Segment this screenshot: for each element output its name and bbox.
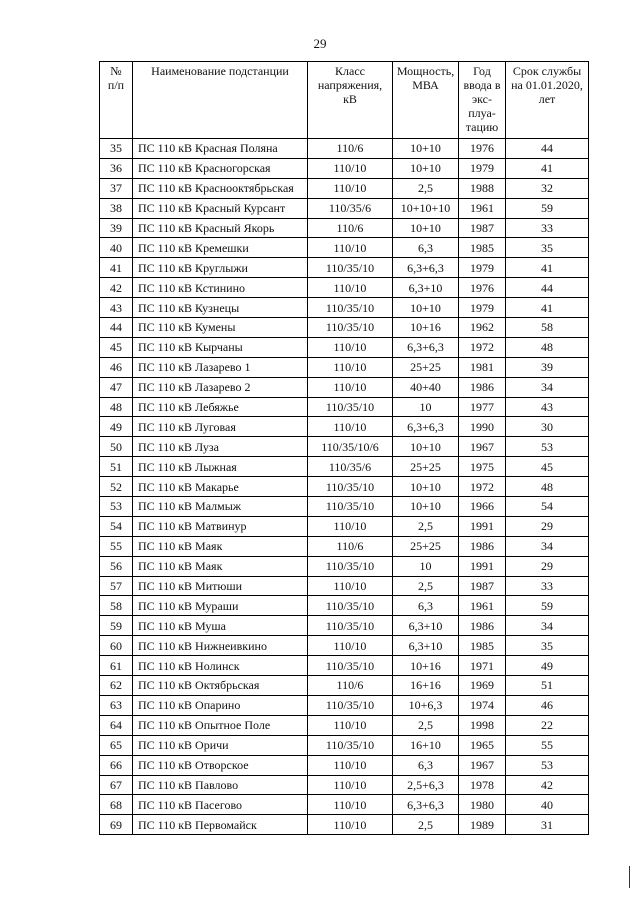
cell-voltage-class: 110/35/10 xyxy=(308,735,393,755)
cell-number: 53 xyxy=(100,497,133,517)
cell-substation-name: ПС 110 кВ Нолинск xyxy=(133,656,308,676)
cell-substation-name: ПС 110 кВ Круглыжи xyxy=(133,258,308,278)
header-line: Наименование подстанции xyxy=(151,64,289,78)
cell-capacity: 10+10 xyxy=(393,139,459,159)
cell-commission-year: 1991 xyxy=(459,556,506,576)
cell-commission-year: 1985 xyxy=(459,636,506,656)
cell-number: 68 xyxy=(100,795,133,815)
cell-commission-year: 1971 xyxy=(459,656,506,676)
cell-substation-name: ПС 110 кВ Лебяжье xyxy=(133,397,308,417)
header-line: на 01.01.2020, xyxy=(511,78,583,92)
cell-capacity: 2,5 xyxy=(393,178,459,198)
cell-commission-year: 1988 xyxy=(459,178,506,198)
cell-service-life: 44 xyxy=(506,278,589,298)
header-line: экс- xyxy=(471,92,492,106)
cell-service-life: 44 xyxy=(506,139,589,159)
table-row xyxy=(100,636,589,656)
header-line: тацию xyxy=(465,120,499,134)
cell-voltage-class: 110/35/10 xyxy=(308,477,393,497)
cell-substation-name: ПС 110 кВ Оричи xyxy=(133,735,308,755)
cell-commission-year: 1969 xyxy=(459,676,506,696)
cell-voltage-class: 110/10 xyxy=(308,278,393,298)
cell-capacity: 6,3+6,3 xyxy=(393,337,459,357)
header-commission-year xyxy=(459,62,506,139)
cell-service-life: 45 xyxy=(506,457,589,477)
table-row xyxy=(100,715,589,735)
table-row xyxy=(100,238,589,258)
cell-commission-year: 1975 xyxy=(459,457,506,477)
cell-substation-name: ПС 110 кВ Муша xyxy=(133,616,308,636)
cell-substation-name: ПС 110 кВ Матвинур xyxy=(133,516,308,536)
cell-capacity: 10+6,3 xyxy=(393,695,459,715)
cell-capacity: 25+25 xyxy=(393,457,459,477)
table-row xyxy=(100,417,589,437)
table-row xyxy=(100,357,589,377)
cell-service-life: 53 xyxy=(506,755,589,775)
table-row xyxy=(100,337,589,357)
header-line: № xyxy=(110,64,122,78)
table-row xyxy=(100,437,589,457)
cell-service-life: 30 xyxy=(506,417,589,437)
header-line: п/п xyxy=(107,78,125,92)
cell-commission-year: 1961 xyxy=(459,198,506,218)
cell-capacity: 2,5 xyxy=(393,815,459,835)
cell-commission-year: 1965 xyxy=(459,735,506,755)
cell-number: 43 xyxy=(100,298,133,318)
table-row xyxy=(100,397,589,417)
cell-substation-name: ПС 110 кВ Отворское xyxy=(133,755,308,775)
table-row xyxy=(100,735,589,755)
cell-service-life: 41 xyxy=(506,158,589,178)
cell-number: 46 xyxy=(100,357,133,377)
header-line: кВ xyxy=(343,92,357,106)
cell-commission-year: 1979 xyxy=(459,298,506,318)
cell-voltage-class: 110/35/10 xyxy=(308,298,393,318)
table-row xyxy=(100,318,589,338)
cell-service-life: 43 xyxy=(506,397,589,417)
cell-voltage-class: 110/35/10 xyxy=(308,656,393,676)
cell-service-life: 48 xyxy=(506,477,589,497)
cell-capacity: 25+25 xyxy=(393,536,459,556)
header-voltage-class xyxy=(308,62,393,139)
cell-substation-name: ПС 110 кВ Кузнецы xyxy=(133,298,308,318)
cell-capacity: 10+10 xyxy=(393,497,459,517)
cell-substation-name: ПС 110 кВ Луза xyxy=(133,437,308,457)
cell-capacity: 6,3+6,3 xyxy=(393,795,459,815)
cell-service-life: 58 xyxy=(506,318,589,338)
cell-capacity: 10+10+10 xyxy=(393,198,459,218)
cell-service-life: 55 xyxy=(506,735,589,755)
table-row xyxy=(100,278,589,298)
header-line: Срок службы xyxy=(512,64,582,78)
cell-service-life: 49 xyxy=(506,656,589,676)
cell-service-life: 48 xyxy=(506,337,589,357)
cell-commission-year: 1987 xyxy=(459,218,506,238)
cell-number: 64 xyxy=(100,715,133,735)
cell-substation-name: ПС 110 кВ Опытное Поле xyxy=(133,715,308,735)
cell-substation-name: ПС 110 кВ Кремешки xyxy=(133,238,308,258)
cell-voltage-class: 110/35/10 xyxy=(308,318,393,338)
table-row xyxy=(100,596,589,616)
header-row xyxy=(100,62,589,139)
table-row xyxy=(100,516,589,536)
cell-number: 60 xyxy=(100,636,133,656)
cell-voltage-class: 110/10 xyxy=(308,377,393,397)
cell-capacity: 6,3+10 xyxy=(393,616,459,636)
cell-commission-year: 1961 xyxy=(459,596,506,616)
cell-service-life: 40 xyxy=(506,795,589,815)
cell-capacity: 16+10 xyxy=(393,735,459,755)
table-row xyxy=(100,258,589,278)
cell-capacity: 6,3 xyxy=(393,596,459,616)
table-row xyxy=(100,198,589,218)
table-row xyxy=(100,695,589,715)
cell-voltage-class: 110/10 xyxy=(308,158,393,178)
cell-voltage-class: 110/35/10 xyxy=(308,497,393,517)
header-line: МВА xyxy=(412,78,439,92)
header-number xyxy=(100,62,133,139)
cell-service-life: 33 xyxy=(506,576,589,596)
cell-service-life: 34 xyxy=(506,536,589,556)
cell-substation-name: ПС 110 кВ Малмыж xyxy=(133,497,308,517)
cell-voltage-class: 110/35/10 xyxy=(308,695,393,715)
cell-number: 59 xyxy=(100,616,133,636)
cell-service-life: 29 xyxy=(506,556,589,576)
cell-service-life: 34 xyxy=(506,377,589,397)
cell-substation-name: ПС 110 кВ Нижнеивкино xyxy=(133,636,308,656)
cell-capacity: 6,3+6,3 xyxy=(393,417,459,437)
cell-commission-year: 1967 xyxy=(459,437,506,457)
table-row xyxy=(100,477,589,497)
cell-substation-name: ПС 110 кВ Лазарево 2 xyxy=(133,377,308,397)
cell-voltage-class: 110/35/10 xyxy=(308,258,393,278)
cell-substation-name: ПС 110 кВ Кырчаны xyxy=(133,337,308,357)
cell-service-life: 59 xyxy=(506,596,589,616)
cell-commission-year: 1979 xyxy=(459,258,506,278)
cell-capacity: 10+16 xyxy=(393,318,459,338)
cell-number: 41 xyxy=(100,258,133,278)
cell-substation-name: ПС 110 кВ Красный Курсант xyxy=(133,198,308,218)
substations-table xyxy=(99,61,589,835)
cell-capacity: 10+10 xyxy=(393,298,459,318)
cell-voltage-class: 110/35/10 xyxy=(308,596,393,616)
cell-commission-year: 1981 xyxy=(459,357,506,377)
cell-substation-name: ПС 110 кВ Красногорская xyxy=(133,158,308,178)
table-row xyxy=(100,377,589,397)
cell-number: 57 xyxy=(100,576,133,596)
cell-commission-year: 1986 xyxy=(459,377,506,397)
cell-capacity: 10 xyxy=(393,397,459,417)
cell-substation-name: ПС 110 кВ Опарино xyxy=(133,695,308,715)
cell-number: 39 xyxy=(100,218,133,238)
cell-number: 40 xyxy=(100,238,133,258)
cell-substation-name: ПС 110 кВ Павлово xyxy=(133,775,308,795)
cell-capacity: 2,5+6,3 xyxy=(393,775,459,795)
scan-edge-mark xyxy=(629,866,630,888)
header-line: плуа- xyxy=(468,106,496,120)
cell-capacity: 6,3+6,3 xyxy=(393,258,459,278)
cell-number: 69 xyxy=(100,815,133,835)
cell-voltage-class: 110/35/10 xyxy=(308,556,393,576)
cell-number: 47 xyxy=(100,377,133,397)
cell-voltage-class: 110/10 xyxy=(308,576,393,596)
cell-voltage-class: 110/35/6 xyxy=(308,457,393,477)
cell-capacity: 10+16 xyxy=(393,656,459,676)
cell-commission-year: 1986 xyxy=(459,536,506,556)
header-line: Год xyxy=(473,64,491,78)
cell-voltage-class: 110/35/10 xyxy=(308,397,393,417)
cell-commission-year: 1974 xyxy=(459,695,506,715)
cell-number: 49 xyxy=(100,417,133,437)
table-body xyxy=(100,139,589,835)
table-row xyxy=(100,158,589,178)
table-row xyxy=(100,457,589,477)
cell-substation-name: ПС 110 кВ Маяк xyxy=(133,536,308,556)
table-row xyxy=(100,556,589,576)
table-row xyxy=(100,815,589,835)
header-service-life xyxy=(506,62,589,139)
cell-voltage-class: 110/10 xyxy=(308,755,393,775)
cell-capacity: 40+40 xyxy=(393,377,459,397)
cell-voltage-class: 110/10 xyxy=(308,516,393,536)
cell-substation-name: ПС 110 кВ Первомайск xyxy=(133,815,308,835)
table-row xyxy=(100,497,589,517)
header-line: напряжения, xyxy=(317,78,383,92)
cell-service-life: 35 xyxy=(506,238,589,258)
cell-commission-year: 1986 xyxy=(459,616,506,636)
table-row xyxy=(100,576,589,596)
cell-voltage-class: 110/6 xyxy=(308,139,393,159)
cell-service-life: 32 xyxy=(506,178,589,198)
cell-number: 52 xyxy=(100,477,133,497)
cell-commission-year: 1991 xyxy=(459,516,506,536)
cell-number: 50 xyxy=(100,437,133,457)
cell-voltage-class: 110/6 xyxy=(308,536,393,556)
cell-capacity: 6,3 xyxy=(393,755,459,775)
cell-commission-year: 1978 xyxy=(459,775,506,795)
cell-commission-year: 1972 xyxy=(459,337,506,357)
cell-commission-year: 1977 xyxy=(459,397,506,417)
cell-number: 63 xyxy=(100,695,133,715)
cell-service-life: 54 xyxy=(506,497,589,517)
cell-substation-name: ПС 110 кВ Октябрьская xyxy=(133,676,308,696)
cell-substation-name: ПС 110 кВ Пасегово xyxy=(133,795,308,815)
cell-service-life: 33 xyxy=(506,218,589,238)
cell-capacity: 10+10 xyxy=(393,158,459,178)
cell-commission-year: 1976 xyxy=(459,278,506,298)
cell-voltage-class: 110/10 xyxy=(308,775,393,795)
cell-capacity: 2,5 xyxy=(393,516,459,536)
table-row xyxy=(100,795,589,815)
cell-number: 65 xyxy=(100,735,133,755)
cell-capacity: 6,3+10 xyxy=(393,278,459,298)
header-substation-name xyxy=(133,62,308,139)
table-row xyxy=(100,656,589,676)
cell-number: 56 xyxy=(100,556,133,576)
cell-capacity: 2,5 xyxy=(393,715,459,735)
cell-substation-name: ПС 110 кВ Лазарево 1 xyxy=(133,357,308,377)
header-line: Класс xyxy=(335,64,365,78)
cell-commission-year: 1967 xyxy=(459,755,506,775)
cell-commission-year: 1979 xyxy=(459,158,506,178)
table-row xyxy=(100,218,589,238)
cell-number: 67 xyxy=(100,775,133,795)
cell-service-life: 39 xyxy=(506,357,589,377)
cell-voltage-class: 110/35/10/6 xyxy=(308,437,393,457)
cell-number: 48 xyxy=(100,397,133,417)
table-row xyxy=(100,178,589,198)
cell-voltage-class: 110/10 xyxy=(308,238,393,258)
cell-commission-year: 1972 xyxy=(459,477,506,497)
cell-substation-name: ПС 110 кВ Лыжная xyxy=(133,457,308,477)
cell-number: 42 xyxy=(100,278,133,298)
cell-service-life: 31 xyxy=(506,815,589,835)
table-row xyxy=(100,616,589,636)
cell-capacity: 10 xyxy=(393,556,459,576)
cell-number: 51 xyxy=(100,457,133,477)
cell-number: 58 xyxy=(100,596,133,616)
cell-service-life: 42 xyxy=(506,775,589,795)
cell-service-life: 59 xyxy=(506,198,589,218)
cell-voltage-class: 110/10 xyxy=(308,178,393,198)
table-row xyxy=(100,755,589,775)
table-header xyxy=(100,62,589,139)
cell-substation-name: ПС 110 кВ Кумены xyxy=(133,318,308,338)
header-line: ввода в xyxy=(463,78,501,92)
cell-substation-name: ПС 110 кВ Красная Поляна xyxy=(133,139,308,159)
cell-voltage-class: 110/6 xyxy=(308,218,393,238)
cell-capacity: 10+10 xyxy=(393,437,459,457)
cell-service-life: 41 xyxy=(506,298,589,318)
cell-voltage-class: 110/10 xyxy=(308,337,393,357)
table-row xyxy=(100,298,589,318)
cell-substation-name: ПС 110 кВ Митюши xyxy=(133,576,308,596)
cell-commission-year: 1987 xyxy=(459,576,506,596)
cell-service-life: 51 xyxy=(506,676,589,696)
cell-capacity: 25+25 xyxy=(393,357,459,377)
cell-capacity: 10+10 xyxy=(393,477,459,497)
cell-commission-year: 1976 xyxy=(459,139,506,159)
cell-number: 45 xyxy=(100,337,133,357)
header-line: лет xyxy=(538,92,556,106)
cell-service-life: 41 xyxy=(506,258,589,278)
cell-service-life: 29 xyxy=(506,516,589,536)
cell-service-life: 22 xyxy=(506,715,589,735)
cell-voltage-class: 110/35/6 xyxy=(308,198,393,218)
cell-service-life: 35 xyxy=(506,636,589,656)
cell-voltage-class: 110/10 xyxy=(308,636,393,656)
cell-capacity: 6,3 xyxy=(393,238,459,258)
cell-voltage-class: 110/10 xyxy=(308,795,393,815)
cell-voltage-class: 110/10 xyxy=(308,357,393,377)
cell-number: 44 xyxy=(100,318,133,338)
cell-substation-name: ПС 110 кВ Маяк xyxy=(133,556,308,576)
cell-commission-year: 1985 xyxy=(459,238,506,258)
cell-substation-name: ПС 110 кВ Кстинино xyxy=(133,278,308,298)
cell-service-life: 46 xyxy=(506,695,589,715)
cell-substation-name: ПС 110 кВ Краснооктябрьская xyxy=(133,178,308,198)
cell-number: 38 xyxy=(100,198,133,218)
cell-voltage-class: 110/6 xyxy=(308,676,393,696)
cell-service-life: 34 xyxy=(506,616,589,636)
cell-service-life: 53 xyxy=(506,437,589,457)
table-row xyxy=(100,775,589,795)
cell-number: 61 xyxy=(100,656,133,676)
cell-commission-year: 1980 xyxy=(459,795,506,815)
cell-number: 37 xyxy=(100,178,133,198)
cell-number: 54 xyxy=(100,516,133,536)
cell-commission-year: 1966 xyxy=(459,497,506,517)
cell-commission-year: 1990 xyxy=(459,417,506,437)
cell-substation-name: ПС 110 кВ Красный Якорь xyxy=(133,218,308,238)
cell-capacity: 10+10 xyxy=(393,218,459,238)
cell-substation-name: ПС 110 кВ Мураши xyxy=(133,596,308,616)
table-row xyxy=(100,139,589,159)
header-capacity xyxy=(393,62,459,139)
cell-substation-name: ПС 110 кВ Луговая xyxy=(133,417,308,437)
cell-capacity: 16+16 xyxy=(393,676,459,696)
page-number: 29 xyxy=(313,36,327,51)
cell-number: 62 xyxy=(100,676,133,696)
cell-commission-year: 1989 xyxy=(459,815,506,835)
cell-voltage-class: 110/10 xyxy=(308,815,393,835)
cell-number: 66 xyxy=(100,755,133,775)
cell-commission-year: 1962 xyxy=(459,318,506,338)
cell-voltage-class: 110/10 xyxy=(308,417,393,437)
cell-number: 36 xyxy=(100,158,133,178)
table-row xyxy=(100,676,589,696)
header-line: Мощность, xyxy=(396,64,455,78)
cell-voltage-class: 110/10 xyxy=(308,715,393,735)
cell-substation-name: ПС 110 кВ Макарье xyxy=(133,477,308,497)
cell-capacity: 6,3+10 xyxy=(393,636,459,656)
table-row xyxy=(100,536,589,556)
cell-capacity: 2,5 xyxy=(393,576,459,596)
cell-number: 55 xyxy=(100,536,133,556)
cell-commission-year: 1998 xyxy=(459,715,506,735)
cell-voltage-class: 110/35/10 xyxy=(308,616,393,636)
cell-number: 35 xyxy=(100,139,133,159)
